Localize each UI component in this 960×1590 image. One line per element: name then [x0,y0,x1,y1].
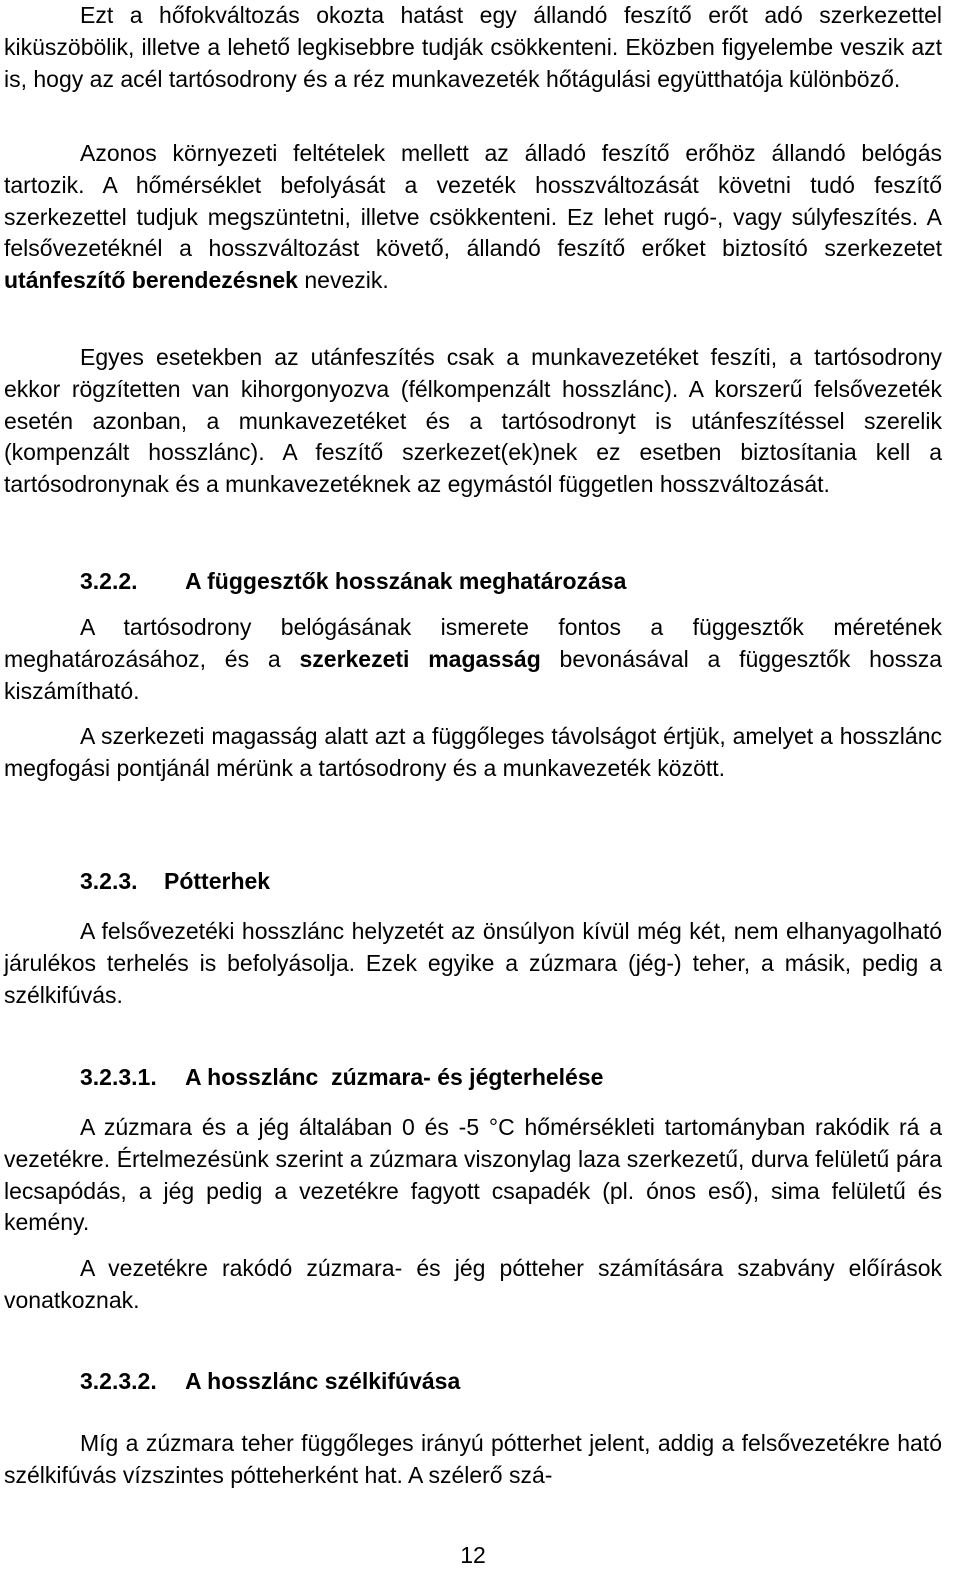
paragraph-hanger-length-end: bevonásával a függesztők hossza kiszámítható. [4,645,942,704]
paragraph-additional-loads: A felsővezetéki hosszlánc helyzetét az önsúlyon kívül még két, nem elhanyagolható járulékos terhelés is befolyásolja. Ezek egyike a zúzmara (jég-) teher, a másik, pedig a szélkifúvás. [4,918,942,1008]
paragraph-ice-standards: A vezetékre rakódó zúzmara- és jég pótteher számítására szabvány előírások vonatkoznak. [4,1255,942,1313]
heading-3-2-3-1 [80,1062,603,1094]
paragraph-system-height-definition: A szerkezeti magasság alatt azt a függőleges távolságot értjük, amelyet a hosszlánc megfogási pontjánál mérünk a tartósodrony és a munkavezeték között. [4,723,942,781]
heading-3-2-2 [80,566,626,598]
heading-3-2-3-2-title: A hosszlánc szélkifúvása [185,1368,461,1394]
heading-3-2-3-2-number: 3.2.3.2. [80,1368,157,1394]
heading-3-2-3-1-title: A hosszlánc zúzmara- és jégterhelése [185,1064,604,1090]
paragraph-tensioning-text: Azonos környezeti feltételek mellett az álladó feszítő erőhöz állandó belógás tartozik. A hőmérséklet befolyását a vezeték hosszváltozását követni tudó feszítő szerkezettel tudjuk megszüntetni, illetve csökkenteni. Ez lehet rugó-, vagy súlyfeszítés. A felsővezetéknél a hosszváltozást követő, állandó feszítő erőket biztosító szerkezetet [4,140,942,262]
heading-3-2-2-number: 3.2.2. [80,568,138,594]
term-tensioning-device: utánfeszítő berendezésnek [4,267,298,294]
heading-3-2-3-title: Pótterhek [164,868,271,894]
heading-3-2-2-title: A függesztők hosszának meghatározása [185,568,627,594]
paragraph-tensioning-end: nevezik. [297,267,389,294]
heading-3-2-3 [80,866,270,898]
paragraph-wind-load: Míg a zúzmara teher függőleges irányú pótterhet jelent, addig a felsővezetékre ható szélkifúvás vízszintes pótteherként hat. A szélerő szá- [4,1430,942,1488]
paragraph-hanger-length-text: A tartósodrony belógásának ismerete fontos a függesztők méretének meghatározásához, és a [4,614,942,672]
heading-3-2-3-number: 3.2.3. [80,868,138,894]
paragraph-thermal-effect: Ezt a hőfokváltozás okozta hatást egy állandó feszítő erőt adó szerkezettel kiküszöbölik, illetve a lehető legkisebbre tudják csökkenteni. Eközben figyelembe veszik azt is, hogy az acél tartósodrony és a réz munkavezeték hőtágulási együtthatója különböző. [4,2,942,92]
paragraph-hanger-length [4,612,942,707]
term-system-height: szerkezeti magasság [299,645,541,672]
paragraph-ice-rime: A zúzmara és a jég általában 0 és -5 °C hőmérsékleti tartományban rakódik rá a vezetékre. Értelmezésünk szerint a zúzmara viszonylag laza szerkezetű, durva felületű pára lecsapódás, a jég pedig a vezetékre fagyott csapadék (pl. ónos eső), sima felületű és kemény. [4,1114,942,1236]
page-number: 12 [460,1542,486,1568]
paragraph-compensation: Egyes esetekben az utánfeszítés csak a munkavezetéket feszíti, a tartósodrony ekkor rögzítetten van kihorgonyozva (félkompenzált hosszlánc). A korszerű felsővezeték esetén azonban, a munkavezetéket és a tartósodronyt is utánfeszítéssel szerelik (kompenzált hosszlánc). A feszítő szerkezet(ek)nek ez esetben biztosítania kell a tartósodronynak és a munkavezetéknek az egymástól független hosszváltozását. [4,344,942,498]
paragraph-tensioning [4,138,942,297]
heading-3-2-3-1-number: 3.2.3.1. [80,1064,157,1090]
heading-3-2-3-2 [80,1366,460,1398]
